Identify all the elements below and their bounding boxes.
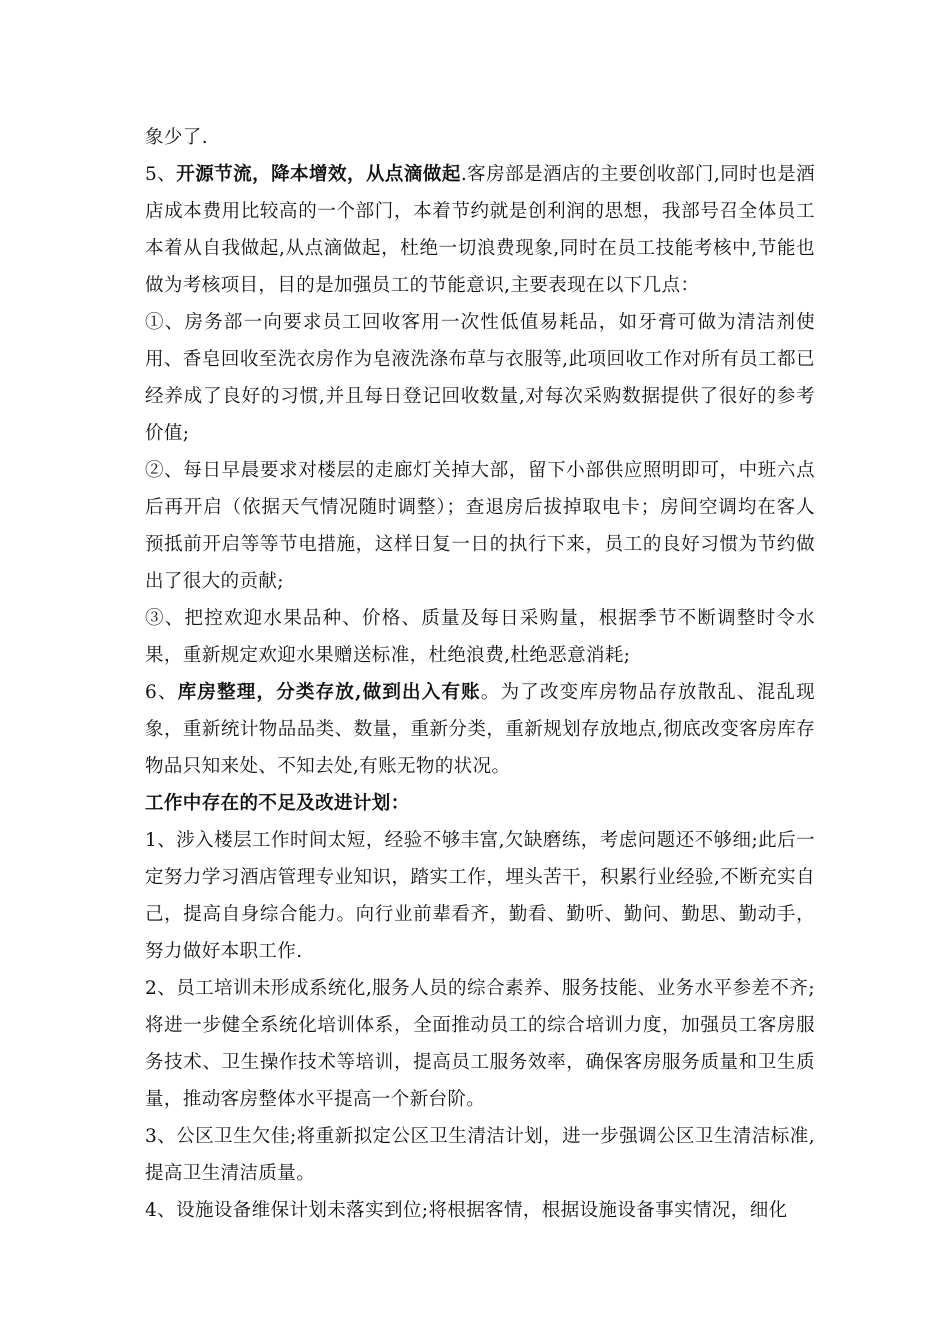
improvement-item-4: 4、设施设备维保计划未落实到位;将根据客情，根据设施设备事实情况，细化	[145, 1200, 788, 1221]
improvement-item-1: 1、涉入楼层工作时间太短，经验不够丰富,欠缺磨练，考虑问题还不够细;此后一定努力学习酒店管理专业知识，踏实工作，埋头苦干，积累行业经验,不断充实自己，提高自身综合能力。向行业前辈看齐，勤看、勤听、勤问、勤思、勤动手，努力做好本职工作.	[145, 830, 815, 962]
improvement-item-2: 2、员工培训未形成系统化,服务人员的综合素养、服务技能、业务水平参差不齐;将进一步健全系统化培训体系，全面推动员工的综合培训力度，加强员工客房服务技术、卫生操作技术等培训，提高员工服务效率，确保客房服务质量和卫生质量，推动客房整体水平提高一个新台阶。	[145, 978, 815, 1110]
item-5-text: .客房部是酒店的主要创收部门,同时也是酒店成本费用比较高的一个部门，本着节约就是创利润的思想，我部号召全体员工本着从自我做起,从点滴做起，杜绝一切浪费现象,同时在员工技能考核中,节能也做为考核项目，目的是加强员工的节能意识,主要表现在以下几点：	[145, 164, 815, 296]
item-5-bold-title: 开源节流，降本增效，从点滴做起	[176, 164, 461, 185]
paragraph-point-1: ①、房务部一向要求员工回收客用一次性低值易耗品，如牙膏可做为清洁剂使用、香皂回收至洗衣房作为皂液洗涤布草与衣服等,此项回收工作对所有员工都已经养成了良好的习惯,并且每日登记回收数量,对每次采购数据提供了很好的参考价值;	[145, 312, 815, 444]
improvement-item-3: 3、公区卫生欠佳;将重新拟定公区卫生清洁计划，进一步强调公区卫生清洁标准,提高卫生清洁质量。	[145, 1126, 815, 1184]
item-6-text: 。为了改变库房物品存放散乱、混乱现象，重新统计物品品类、数量，重新分类，重新规划存放地点,彻底改变客房库存物品只知来处、不知去处,有账无物的状况。	[145, 682, 816, 777]
item-number: 6、	[145, 682, 178, 703]
paragraph-item-5	[145, 156, 815, 304]
item-number: 5、	[145, 164, 177, 185]
item-6-bold-title: 库房整理，分类存放,做到出入有账	[177, 682, 481, 703]
section-heading: 工作中存在的不足及改进计划：	[145, 793, 410, 814]
document-body	[145, 119, 815, 1229]
paragraph-point-3: ③、把控欢迎水果品种、价格、质量及每日采购量，根据季节不断调整时令水果，重新规定欢迎水果赠送标准，杜绝浪费,杜绝恶意消耗;	[145, 608, 815, 666]
paragraph-continuation: 象少了.	[145, 127, 208, 148]
paragraph-point-2: ②、每日早晨要求对楼层的走廊灯关掉大部，留下小部供应照明即可，中班六点后再开启（依据天气情况随时调整）；查退房后拔掉取电卡；房间空调均在客人预抵前开启等等节电措施，这样日复一日的执行下来，员工的良好习惯为节约做出了很大的贡献;	[145, 460, 815, 592]
paragraph-item-6	[145, 674, 815, 785]
